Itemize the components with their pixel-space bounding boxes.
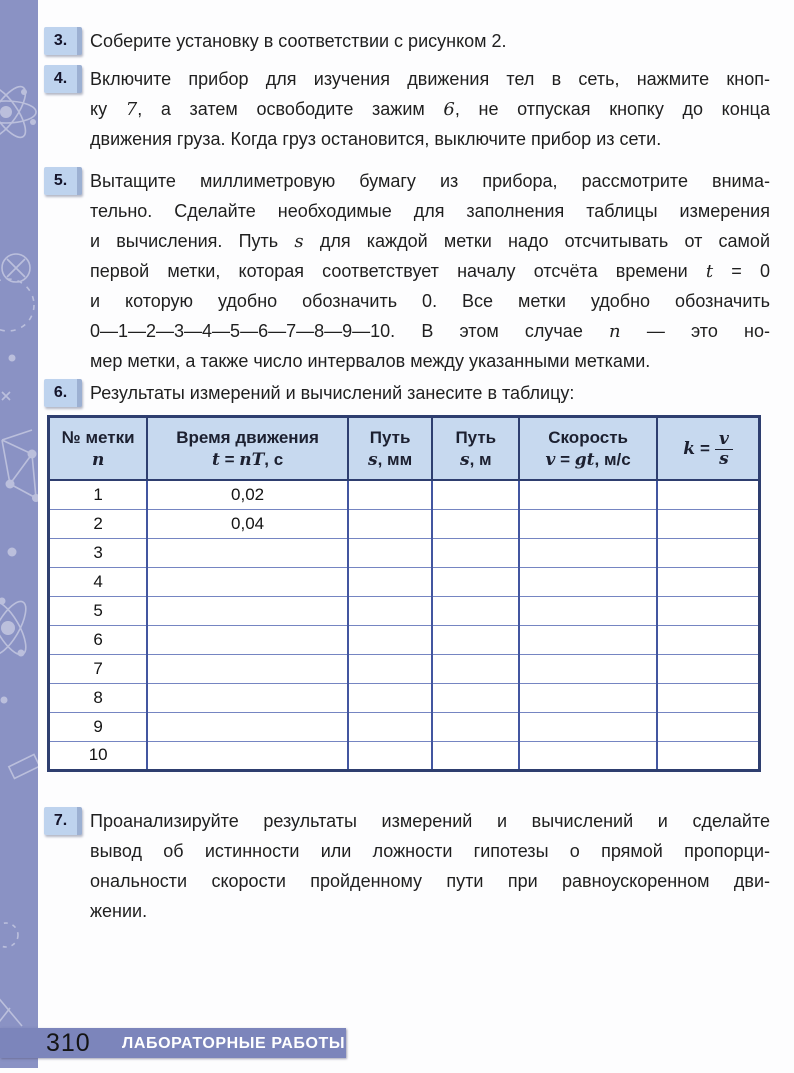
text-line: Соберите установку в соответствии с рисунком 2. [90,31,507,51]
table-cell [348,509,433,538]
instruction-item-7 [44,806,770,926]
table-cell [519,625,657,654]
table-cell [432,625,519,654]
column-header-mark-number [49,417,148,481]
table-cell: 1 [49,480,148,509]
instruction-item-4 [44,64,770,154]
page-number: 310 [46,1029,91,1057]
table-cell [519,683,657,712]
table-cell [657,596,759,625]
section-label: ЛАБОРАТОРНЫЕ РАБОТЫ [122,1035,346,1052]
step-number-badge: 6. [44,379,82,407]
table-cell [519,712,657,741]
table-cell [348,596,433,625]
table-cell [348,654,433,683]
table-row [49,596,760,625]
k-equals-v-over-s-formula: k = $\frac{v}{s}$ [661,430,755,469]
table-cell [147,712,348,741]
table-row [49,741,760,770]
column-title: Путь [369,428,411,447]
column-subtitle: s, м [459,450,492,470]
table-row [49,712,760,741]
table-cell [432,654,519,683]
table-cell [432,567,519,596]
instruction-text [90,378,770,408]
text-line: Результаты измерений и вычислений занесите в таблицу: [90,383,575,403]
table-cell: 4 [49,567,148,596]
table-cell [147,538,348,567]
text-line: и вычисления. Путь s для каждой метки надо отсчитывать от самой [90,231,770,252]
column-subtitle: v = gt, м/с [545,450,631,470]
table-cell: 0,02 [147,480,348,509]
text-line: ку 7, а затем освободите зажим 6, не отпуская кнопку до конца [90,99,770,120]
column-header-time [147,417,348,481]
step-number-badge: 3. [44,27,82,55]
table-cell [432,712,519,741]
table-cell [519,480,657,509]
table-cell [147,625,348,654]
step-number-badge: 4. [44,65,82,93]
column-subtitle: s, мм [368,450,413,470]
instruction-item-3 [44,26,770,56]
table-cell [519,509,657,538]
instruction-text [90,26,770,56]
column-header-speed [519,417,657,481]
table-cell [348,480,433,509]
table-cell [432,683,519,712]
table-cell [657,480,759,509]
instruction-item-5 [44,166,770,376]
table-cell [432,596,519,625]
table-row [49,538,760,567]
column-title: Путь [455,428,497,447]
table-cell [432,480,519,509]
table-cell: 6 [49,625,148,654]
column-subtitle: n [91,450,105,470]
instruction-text [90,64,770,154]
table-cell [519,596,657,625]
table-row [49,683,760,712]
table-cell: 3 [49,538,148,567]
text-line: тельно. Сделайте необходимые для заполнения таблицы измерения [90,201,770,221]
text-line: ональности скорости пройденному пути при равноускоренном дви- [90,871,770,891]
table-row [49,625,760,654]
text-line: 0—1—2—3—4—5—6—7—8—9—10. В этом случае n — это но- [90,321,770,342]
table-cell [657,712,759,741]
column-title: Скорость [548,428,628,447]
table-row [49,654,760,683]
instruction-item-6 [44,378,770,408]
table-cell [147,567,348,596]
table-cell [432,741,519,770]
table-cell: 9 [49,712,148,741]
table-cell [348,567,433,596]
results-table-wrap [47,415,761,772]
column-title: Время движения [176,428,319,447]
table-body [49,480,760,770]
table-row [49,567,760,596]
fraction: $\frac{v}{s}$ [715,430,733,469]
table-cell [432,538,519,567]
table-cell [519,538,657,567]
text-line: и которую удобно обозначить 0. Все метки удобно обозначить [90,291,770,311]
text-line: вывод об истинности или ложности гипотезы о прямой пропорци- [90,841,770,861]
table-cell [432,509,519,538]
step-number-badge: 7. [44,807,82,835]
table-cell [657,567,759,596]
table-cell [147,596,348,625]
step-number-badge: 5. [44,167,82,195]
table-row [49,509,760,538]
table-cell [657,538,759,567]
table-cell [657,509,759,538]
text-line: Вытащите миллиметровую бумагу из прибора, рассмотрите внима- [90,171,770,191]
text-line: жении. [90,901,148,921]
table-cell [519,567,657,596]
table-row [49,480,760,509]
table-cell [348,712,433,741]
table-header-row [49,417,760,481]
column-title: № метки [61,428,135,447]
column-header-k-ratio [657,417,759,481]
table-cell [348,625,433,654]
table-cell: 0,04 [147,509,348,538]
text-line: Проанализируйте результаты измерений и вычислений и сделайте [90,811,770,831]
text-line: Включите прибор для изучения движения тел в сеть, нажмите кноп- [90,69,770,89]
column-header-path-mm [348,417,433,481]
table-cell [147,741,348,770]
table-cell [348,538,433,567]
instruction-text [90,806,770,926]
table-cell [147,654,348,683]
table-cell [657,625,759,654]
text-line: движения груза. Когда груз остановится, выключите прибор из сети. [90,129,662,149]
table-cell [147,683,348,712]
results-table [47,415,761,772]
column-subtitle: t = nT, с [212,450,284,470]
footer-bar [0,1028,346,1058]
table-cell [348,741,433,770]
column-header-path-m [432,417,519,481]
text-line: первой метки, которая соответствует началу отсчёта времени t = 0 [90,261,770,282]
table-cell [519,741,657,770]
table-cell: 8 [49,683,148,712]
table-cell [348,683,433,712]
table-cell [519,654,657,683]
table-cell [657,741,759,770]
text-line: мер метки, а также число интервалов между указанными метками. [90,351,651,371]
table-cell: 2 [49,509,148,538]
table-cell: 7 [49,654,148,683]
instruction-text [90,166,770,376]
table-cell: 5 [49,596,148,625]
table-cell [657,654,759,683]
table-cell: 10 [49,741,148,770]
table-cell [657,683,759,712]
